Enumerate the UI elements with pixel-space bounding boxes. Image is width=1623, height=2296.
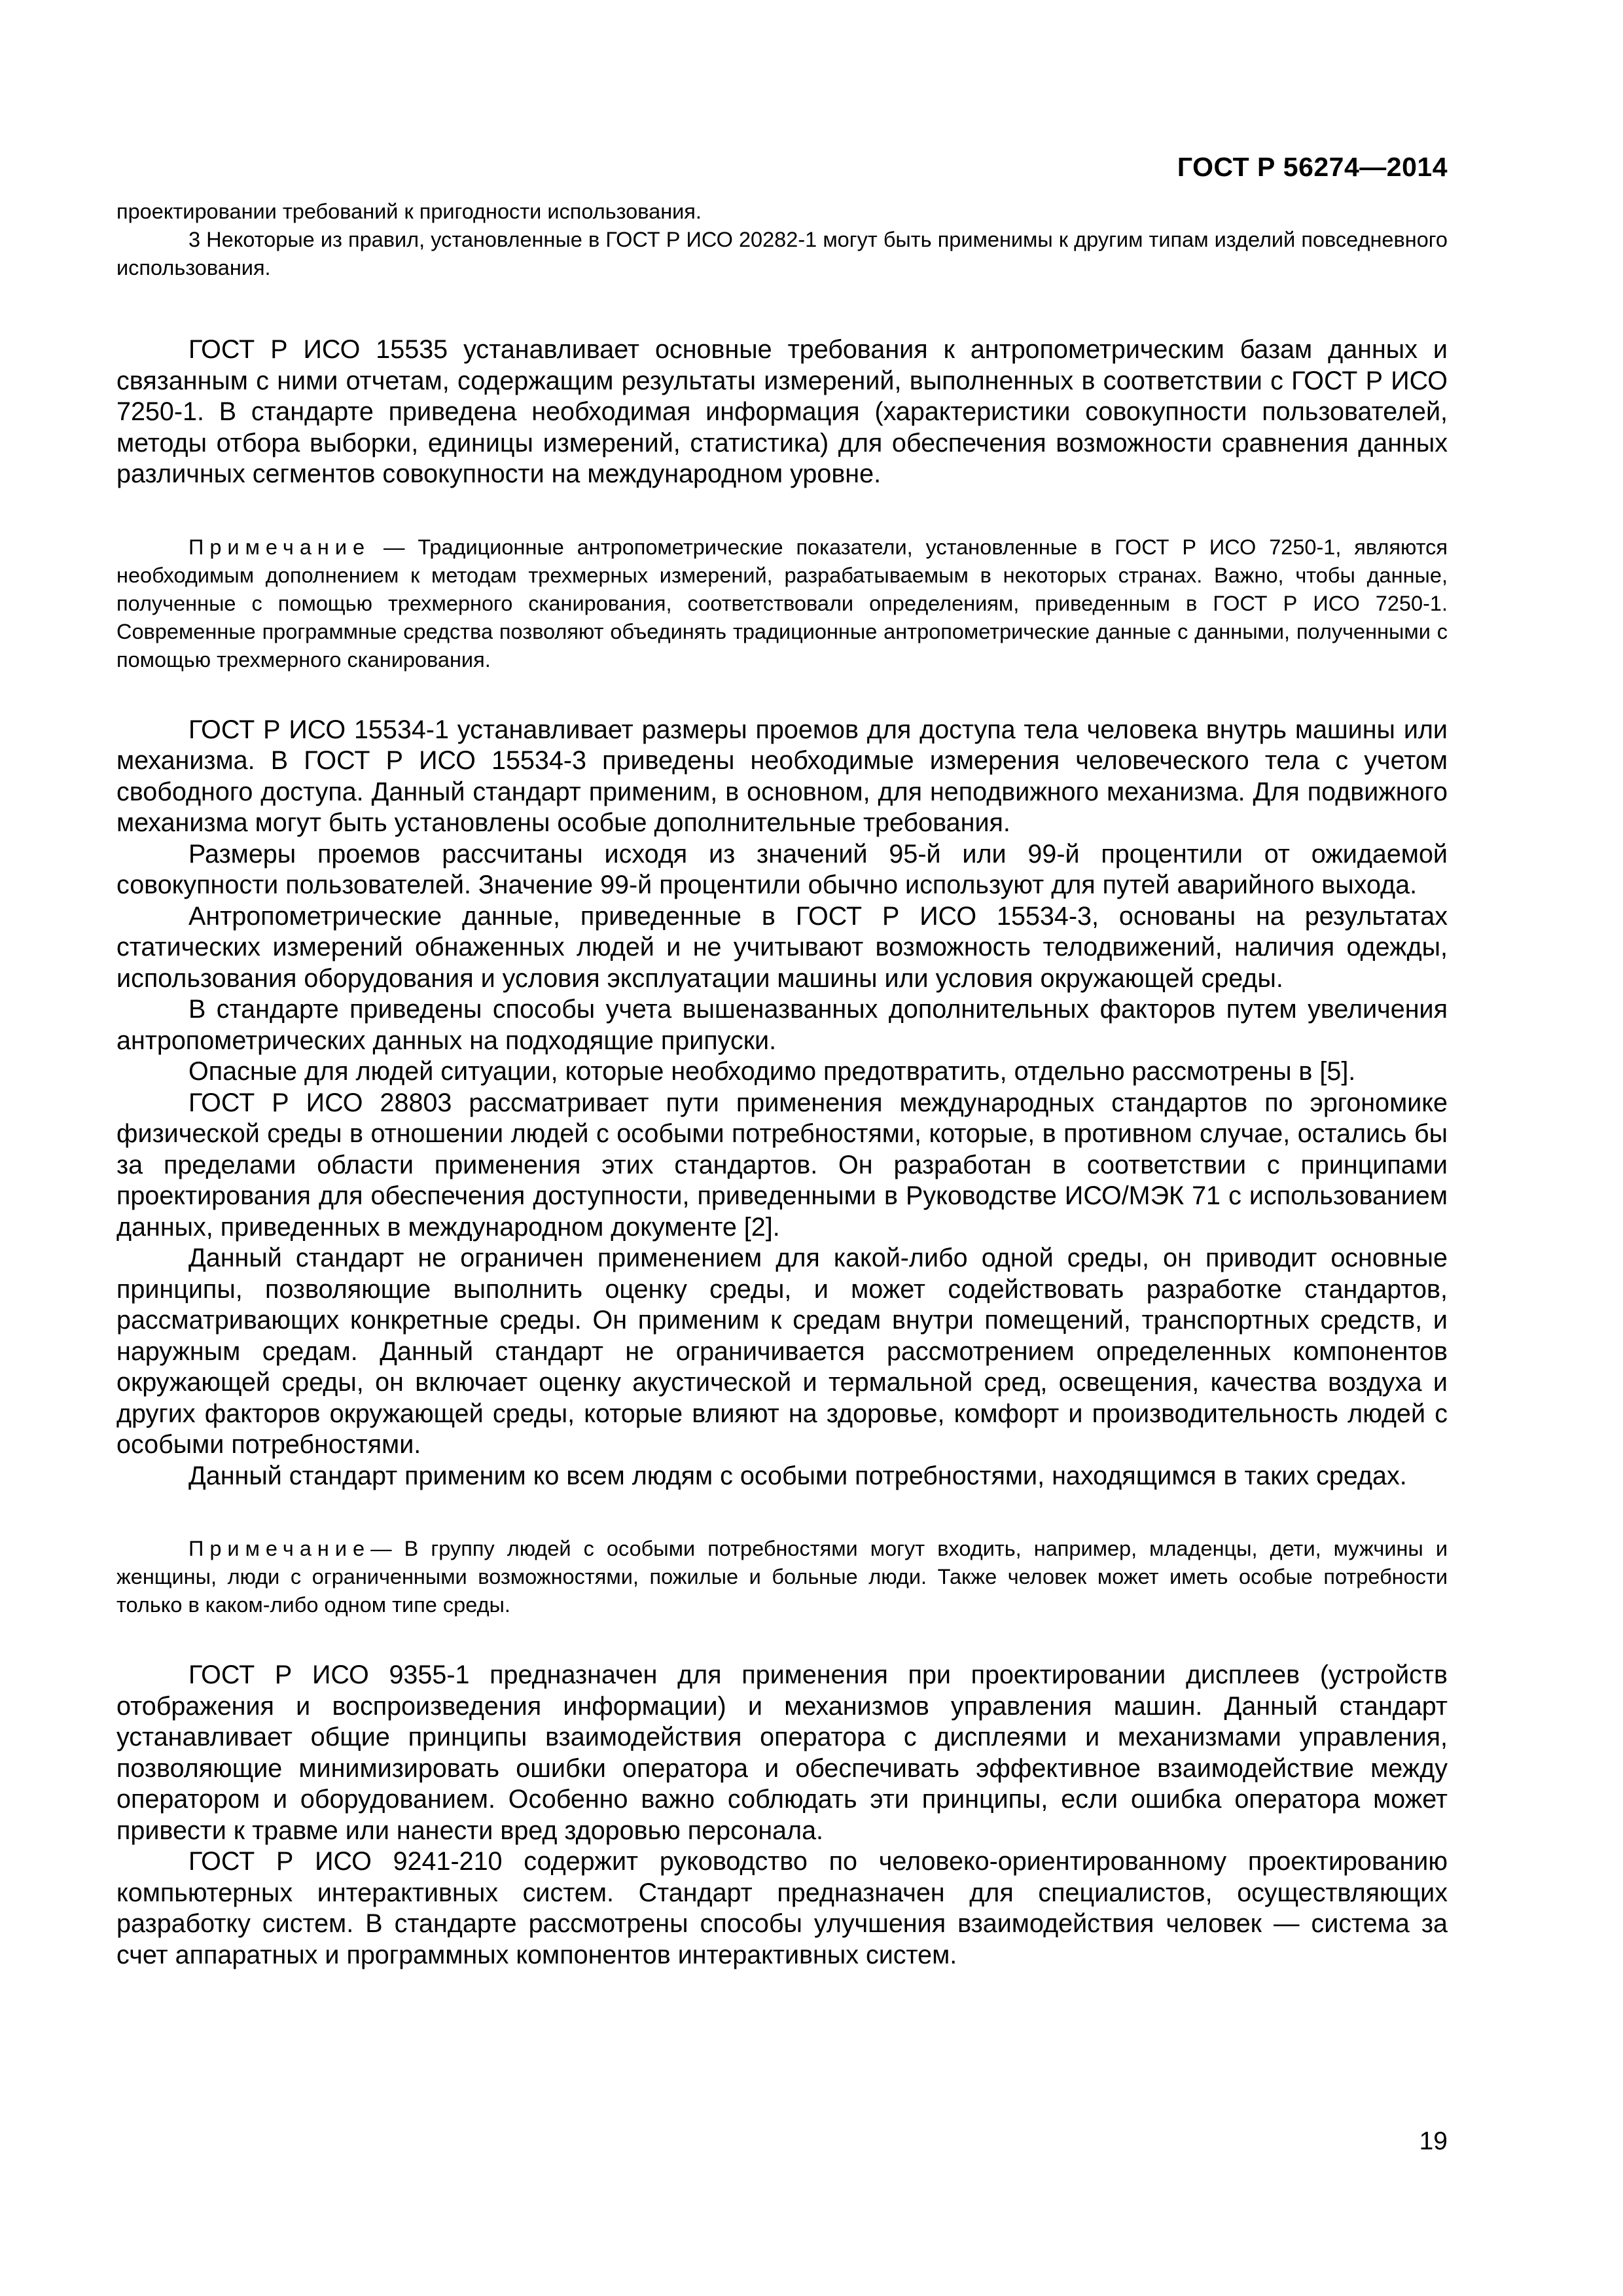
note-2-label: Примечание (188, 1537, 371, 1560)
paragraph-percentile: Размеры проемов рассчитаны исходя из значений 95-й или 99-й процентили от ожидаемой совокупности пользователей. Значение 99-й процентили обычно используют для путей аварийного выхода. (116, 839, 1448, 899)
note-2 (116, 1535, 1448, 1619)
paragraph-iso-9355-1: ГОСТ Р ИСО 9355-1 предназначен для применения при проектировании дисплеев (устройств отображения и воспроизведения информации) и механизмов управления машин. Данный стандарт устанавливает общие принципы взаимодействия оператора с дисплеями и механизмами управления, позволяющие минимизировать ошибки оператора и обеспечивать эффективное взаимодействие между оператором и оборудованием. Особенно важно соблюдать эти принципы, если ошибка оператора может привести к травме или нанести вред здоровью персонала. (116, 1660, 1448, 1845)
paragraph-iso-28803: ГОСТ Р ИСО 28803 рассматривает пути применения международных стандартов по эргономике физической среды в отношении людей с особыми потребностями, которые, в противном случае, остались бы за пределами области применения этих стандартов. Он разработан в соответствии с принципами проектирования для обеспечения доступности, приведенными в Руководстве ИСО/МЭК 71 с использованием данных, приведенных в международном документе [2]. (116, 1088, 1448, 1242)
document-header-id: ГОСТ Р 56274—2014 (1177, 152, 1448, 182)
paragraph-iso-9241-210: ГОСТ Р ИСО 9241-210 содержит руководство по человеко-ориентированному проектированию компьютерных интерактивных систем. Стандарт предназначен для специалистов, осуществляющих разработку систем. В стандарте рассмотрены способы улучшения взаимодействия человек — система за счет аппаратных и программных компонентов интерактивных систем. (116, 1847, 1448, 1969)
paragraph-iso-15535: ГОСТ Р ИСО 15535 устанавливает основные требования к антропометрическим базам данных и связанным с ними отчетам, содержащим результаты измерений, выполненных в соответствии с ГОСТ Р ИСО 7250-1. В стандарте приведена необходимая информация (характеристики совокупности пользователей, методы отбора выборки, единицы измерений, статистика) для обеспечения возможности сравнения данных различных сегментов совокупности на международном уровне. (116, 335, 1448, 488)
paragraph-allowances: В стандарте приведены способы учета вышеназванных дополнительных факторов путем увеличения антропометрических данных на подходящие припуски. (116, 995, 1448, 1055)
paragraph-scope-people: Данный стандарт применим ко всем людям с особыми потребностями, находящимся в таких средах. (188, 1461, 1407, 1490)
top-note-3: 3 Некоторые из правил, установленные в ГОСТ Р ИСО 20282-1 могут быть применимы к другим типам изделий повседневного использования. (116, 228, 1448, 279)
page-number: 19 (1419, 2127, 1448, 2155)
page-content (116, 198, 1448, 1971)
note-1 (116, 533, 1448, 674)
paragraph-environments: Данный стандарт не ограничен применением для какой-либо одной среды, он приводит основные принципы, позволяющие выполнить оценку среды, и может содействовать разработке стандартов, рассматривающих конкретные среды. Он применим к средам внутри помещений, транспортных средств, и наружным средам. Данный стандарт не ограничивается рассмотрением определенных компонентов окружающей среды, он включает оценку акустической и термальной сред, освещения, качества воздуха и других факторов окружающей среды, которые влияют на здоровье, комфорт и производительность людей с особыми потребностями. (116, 1244, 1448, 1459)
top-note-continuation: проектировании требований к пригодности использования. (116, 200, 702, 223)
paragraph-anthropometric-data: Антропометрические данные, приведенные в ГОСТ Р ИСО 15534-3, основаны на результатах статических измерений обнаженных людей и не учитывают возможность телодвижений, наличия одежды, использования оборудования и условия эксплуатации машины или условия окружающей среды. (116, 901, 1448, 993)
note-1-label: Примечание (188, 535, 371, 559)
note-1-text: — Традиционные антропометрические показатели, установленные в ГОСТ Р ИСО 7250-1, являются необходимым дополнением к методам трехмерных измерений, разрабатываемым в некоторых странах. Важно, чтобы данные, полученные с помощью трехмерного сканирования, соответствовали определениям, приведенным в ГОСТ Р ИСО 7250-1. Современные программные средства позволяют объединять традиционные антропометрические данные с данными, полученными с помощью трехмерного сканирования. (116, 535, 1448, 672)
note-2-text: — В группу людей с особыми потребностями могут входить, например, младенцы, дети, мужчины и женщины, люди с ограниченными возможностями, пожилые и больные люди. Также человек может иметь особые потребности только в каком-либо одном типе среды. (116, 1537, 1448, 1617)
paragraph-iso-15534-1: ГОСТ Р ИСО 15534-1 устанавливает размеры проемов для доступа тела человека внутрь машины или механизма. В ГОСТ Р ИСО 15534-3 приведены необходимые измерения человеческого тела с учетом свободного доступа. Данный стандарт применим, в основном, для неподвижного механизма. Для подвижного механизма могут быть установлены особые дополнительные требования. (116, 715, 1448, 837)
paragraph-hazards: Опасные для людей ситуации, которые необходимо предотвратить, отдельно рассмотрены в [5]. (188, 1057, 1356, 1086)
